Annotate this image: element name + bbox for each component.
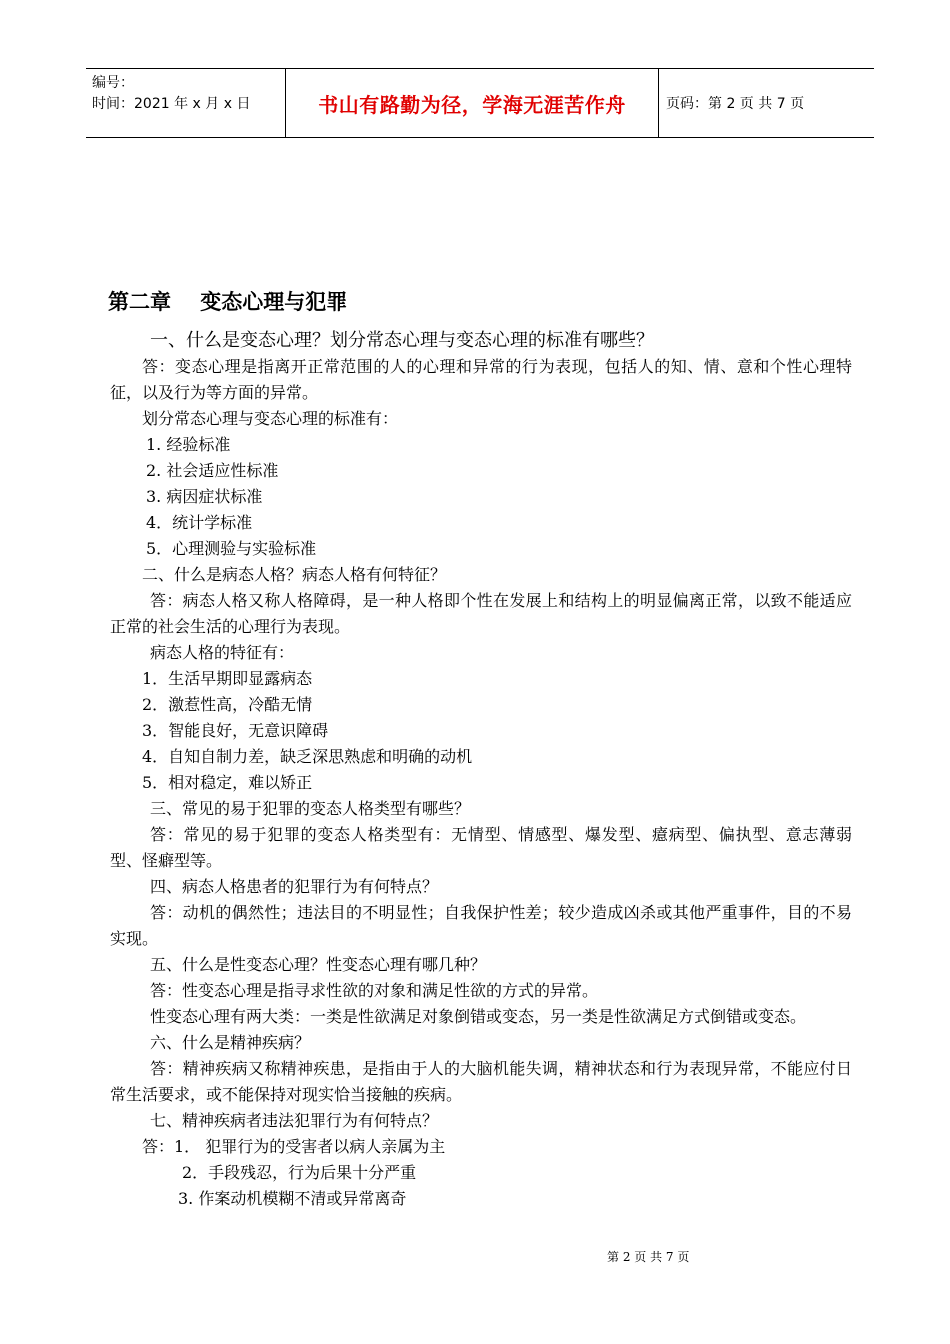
- header-motto: 书山有路勤为径，学海无涯苦作舟: [318, 92, 626, 117]
- answer-paragraph: 答：病态人格又称人格障碍，是一种人格即个性在发展上和结构上的明显偏离正常，以致不能适应正常的社会生活的心理行为表现。: [110, 591, 852, 636]
- answer-paragraph: 答：变态心理是指离开正常范围的人的心理和异常的行为表现，包括人的知、情、意和个性心理特征，以及行为等方面的异常。: [110, 357, 852, 402]
- list-item: 3. 作案动机模糊不清或异常离奇: [178, 1189, 407, 1208]
- question-heading: 二、什么是病态人格？病态人格有何特征？: [142, 565, 447, 584]
- answer-paragraph: 答：精神疾病又称精神疾患，是指由于人的大脑机能失调，精神状态和行为表现异常，不能应付日常生活要求，或不能保持对现实恰当接触的疾病。: [110, 1059, 852, 1104]
- text-line: 划分常态心理与变态心理的标准有：: [142, 409, 399, 428]
- list-item: 2．激惹性高，冷酷无情: [142, 695, 313, 714]
- time-label: 时间：2021 年 x 月 x 日: [92, 96, 251, 112]
- page-header: [86, 68, 874, 138]
- question-heading: 一、什么是变态心理？划分常态心理与变态心理的标准有哪些？: [150, 330, 654, 351]
- answer-paragraph: 性变态心理有两大类：一类是性欲满足对象倒错或变态，另一类是性欲满足方式倒错或变态。: [150, 1007, 807, 1026]
- list-item: 1．生活早期即显露病态: [142, 669, 313, 688]
- answer-paragraph: 答：性变态心理是指寻求性欲的对象和满足性欲的方式的异常。: [150, 981, 599, 1000]
- chapter-title: 第二章 变态心理与犯罪: [108, 290, 348, 314]
- question-heading: 六、什么是精神疾病？: [150, 1033, 311, 1052]
- answer-paragraph: 答：1． 犯罪行为的受害者以病人亲属为主: [142, 1137, 446, 1156]
- list-item: 5．相对稳定，难以矫正: [142, 773, 313, 792]
- question-heading: 四、病态人格患者的犯罪行为有何特点？: [150, 877, 439, 896]
- list-item: 3. 病因症状标准: [146, 487, 263, 506]
- list-item: 2．手段残忍，行为后果十分严重: [182, 1163, 417, 1182]
- list-item: 4．自知自制力差，缺乏深思熟虑和明确的动机: [142, 747, 473, 766]
- question-heading: 五、什么是性变态心理？性变态心理有哪几种？: [150, 955, 487, 974]
- list-item: 1. 经验标准: [146, 435, 231, 454]
- answer-paragraph: 答：常见的易于犯罪的变态人格类型有：无情型、情感型、爆发型、癔病型、偏执型、意志薄弱型、怪癖型等。: [110, 825, 852, 870]
- answer-paragraph: 答：动机的偶然性；违法目的不明显性；自我保护性差；较少造成凶杀或其他严重事件，目的不易实现。: [110, 903, 852, 948]
- question-heading: 三、常见的易于犯罪的变态人格类型有哪些？: [150, 799, 471, 818]
- question-heading: 七、精神疾病者违法犯罪行为有何特点？: [150, 1111, 439, 1130]
- document-body: [110, 328, 852, 1212]
- number-label: 编号：: [92, 75, 134, 91]
- text-line: 病态人格的特征有：: [150, 643, 295, 662]
- page-footer: 第 2 页 共 7 页: [607, 1250, 690, 1264]
- header-page-label: 页码：第 2 页 共 7 页: [666, 96, 805, 112]
- list-item: 2. 社会适应性标准: [146, 461, 279, 480]
- list-item: 4．统计学标准: [146, 513, 253, 532]
- list-item: 3．智能良好，无意识障碍: [142, 721, 329, 740]
- header-divider: [658, 69, 659, 137]
- header-meta: [92, 73, 282, 115]
- list-item: 5．心理测验与实验标准: [146, 539, 317, 558]
